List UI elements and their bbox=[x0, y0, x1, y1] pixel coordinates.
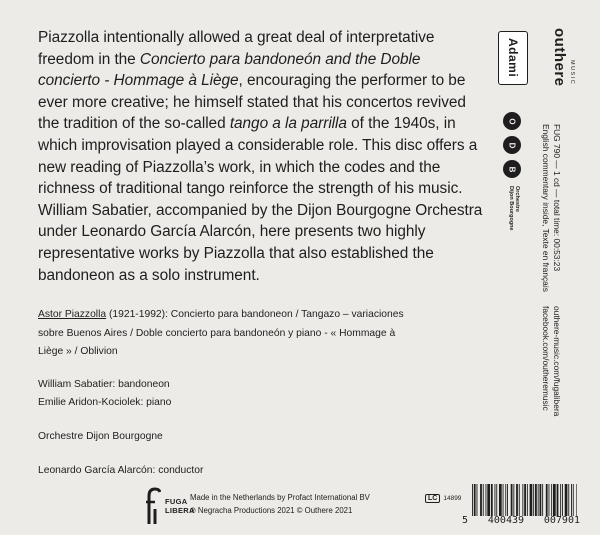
barcode-bar bbox=[533, 484, 534, 516]
barcode-bar bbox=[499, 484, 502, 516]
tracklist bbox=[38, 306, 418, 362]
barcode-bar bbox=[505, 484, 506, 516]
barcode-bar bbox=[519, 484, 520, 516]
barcode-bar bbox=[535, 484, 537, 516]
barcode-bar bbox=[542, 484, 543, 516]
barcode-bar bbox=[516, 484, 518, 516]
barcode-digits-right: 007901 bbox=[543, 515, 580, 526]
odb-name bbox=[508, 186, 520, 231]
barcode-bar bbox=[483, 484, 484, 516]
odb-name-line2: Dijon Bourgogne bbox=[508, 186, 514, 231]
barcode-bar bbox=[573, 484, 574, 516]
barcode-bars bbox=[472, 484, 577, 516]
composer-name: Astor Piazzolla bbox=[38, 309, 107, 320]
barcode-bar bbox=[474, 484, 476, 516]
barcode-bar bbox=[477, 484, 478, 516]
barcode-digits-left: 400439 bbox=[487, 515, 525, 526]
barcode-bar bbox=[496, 484, 497, 516]
barcode-bar bbox=[495, 484, 496, 516]
facebook-link[interactable]: facebook.com/outheremusic bbox=[541, 306, 551, 411]
adami-text: Adami bbox=[506, 38, 520, 78]
barcode-bar bbox=[527, 484, 528, 516]
outhere-logo: outhere bbox=[551, 28, 568, 87]
barcode-bar bbox=[486, 484, 487, 516]
odb-name-line1: Orchestre bbox=[514, 186, 520, 212]
conductor-credit: Leonardo García Alarcón: conductor bbox=[38, 465, 204, 476]
language-notes: English commentary inside, Texte en français bbox=[541, 124, 551, 292]
odb-circle-d bbox=[503, 136, 521, 154]
barcode-bar bbox=[491, 484, 493, 516]
odb-letter-d: D bbox=[507, 142, 517, 148]
odb-circle-o bbox=[503, 112, 521, 130]
catalog-number: FUG 790 — 1 cd — total time: 00:53:23 bbox=[552, 124, 562, 272]
barcode-bar bbox=[576, 484, 577, 516]
performer-2: Emilie Aridon-Kociolek: piano bbox=[38, 397, 172, 408]
barcode-bar bbox=[530, 484, 533, 516]
footer-legal bbox=[190, 491, 370, 517]
odb-letter-b: B bbox=[507, 166, 517, 172]
description-title-1: Concierto para bandoneón and the Doble concierto - Hommage à Liège bbox=[38, 50, 421, 90]
website-link[interactable]: outhere-music.com/fugalibera bbox=[552, 306, 562, 417]
barcode bbox=[462, 484, 580, 530]
description-text-3: of the 1940s, in which improvisation played a considerable role. This disc offers a new reading of Piazzolla’s work, in which the codes and the richness of traditional tango reinforce the strength of his music. William Sabatier, accompanied by the Dijon Bourgogne Orchestra under Leonardo García Alarcón, here presents two highly representative works by Piazzolla that also established the bandoneon as a solo instrument. bbox=[38, 115, 483, 284]
barcode-bar bbox=[540, 484, 542, 516]
label-name-line2: LIBERA bbox=[165, 506, 195, 515]
outhere-logo-sub: MUSIC bbox=[569, 60, 575, 86]
barcode-bar bbox=[538, 484, 539, 516]
barcode-bar bbox=[487, 484, 490, 516]
label-code bbox=[425, 494, 461, 503]
barcode-bar bbox=[565, 484, 568, 516]
barcode-bar bbox=[511, 484, 513, 516]
fuga-libera-logo bbox=[145, 487, 195, 525]
lc-badge: LC bbox=[425, 494, 440, 503]
orchestra-credit: Orchestre Dijon Bourgogne bbox=[38, 431, 163, 442]
barcode-digit-prefix: 5 bbox=[462, 515, 469, 526]
barcode-bar bbox=[507, 484, 508, 516]
barcode-bar bbox=[571, 484, 572, 516]
barcode-bar bbox=[562, 484, 563, 516]
description-paragraph bbox=[38, 27, 483, 286]
barcode-bar bbox=[568, 484, 569, 516]
barcode-bar bbox=[553, 484, 556, 516]
adami-logo bbox=[498, 31, 528, 85]
barcode-bar bbox=[472, 484, 473, 516]
barcode-bar bbox=[549, 484, 550, 516]
performer-credits bbox=[38, 376, 171, 412]
odb-circle-b bbox=[503, 160, 521, 178]
barcode-bar bbox=[551, 484, 552, 516]
barcode-bar bbox=[503, 484, 504, 516]
spine-catalog-info bbox=[540, 124, 562, 292]
fuga-libera-icon bbox=[145, 487, 161, 525]
copyright-note: ℗ Negracha Productions 2021 © Outhere 2021 bbox=[190, 506, 353, 515]
description-text-2: , encouraging the performer to be ever more creative; he himself stated that his concertos revived the tradition of the so-called bbox=[38, 72, 466, 133]
barcode-bar bbox=[524, 484, 526, 516]
odb-letter-o: O bbox=[507, 117, 517, 125]
barcode-bar bbox=[522, 484, 523, 516]
manufacture-note: Made in the Netherlands by Profact International BV bbox=[190, 493, 370, 502]
barcode-bar bbox=[546, 484, 548, 516]
barcode-bar bbox=[560, 484, 561, 516]
description-title-2: tango a la parrilla bbox=[229, 115, 347, 133]
label-name-line1: FUGA bbox=[165, 497, 188, 506]
barcode-bar bbox=[513, 484, 514, 516]
lc-number: 14899 bbox=[443, 495, 462, 502]
barcode-bar bbox=[557, 484, 559, 516]
works-list: (1921-1992): Concierto para bandoneon / Tangazo – variaciones sobre Buenos Aires / Doble concierto para bandoneón y piano - « Hommage à Liège » / Oblivion bbox=[38, 309, 404, 357]
description-text-1: Piazzolla intentionally allowed a great deal of interpretative freedom in the bbox=[38, 29, 435, 68]
spine-websites bbox=[540, 306, 562, 416]
performer-1: William Sabatier: bandoneon bbox=[38, 379, 170, 390]
barcode-bar bbox=[480, 484, 482, 516]
